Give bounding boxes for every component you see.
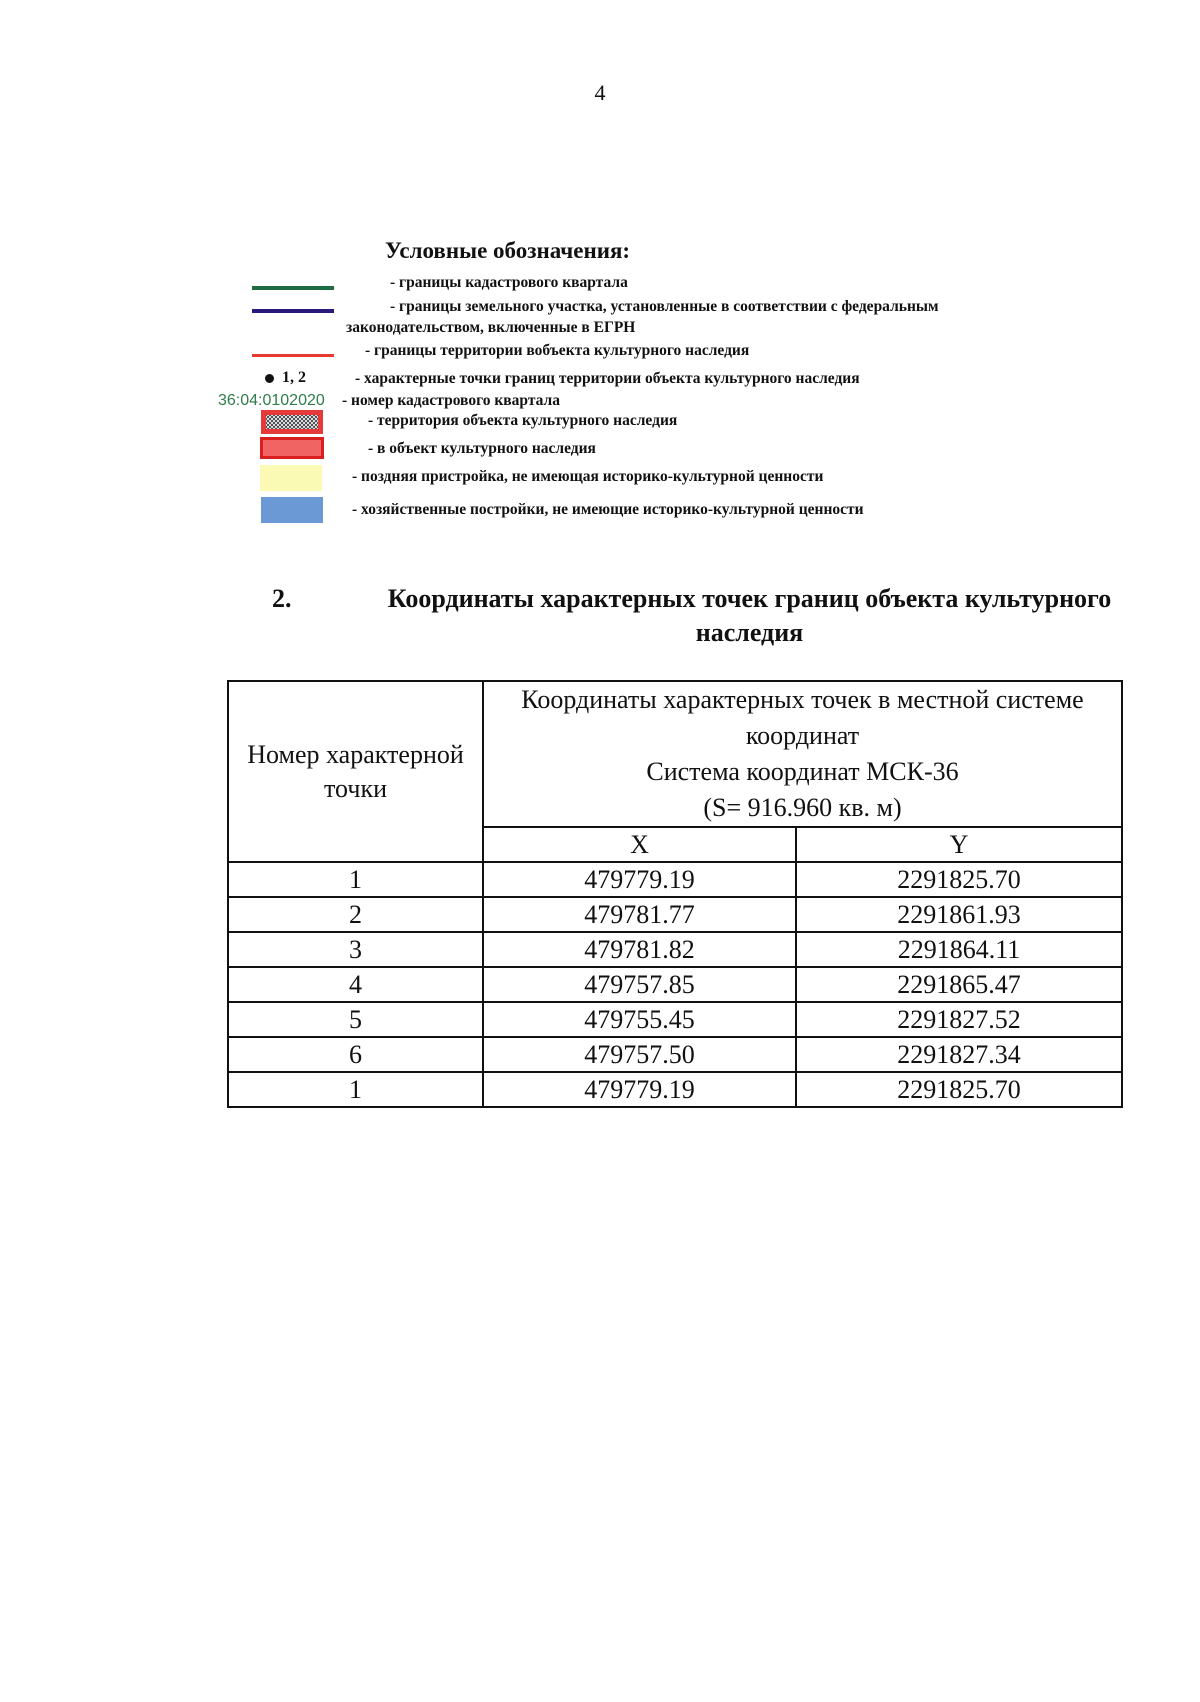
cadastral-quarter-line-icon xyxy=(252,286,334,290)
cell-x: 479779.19 xyxy=(483,1072,796,1107)
cell-point-number: 4 xyxy=(228,967,483,1002)
land-plot-line-icon xyxy=(252,309,334,313)
cell-point-number: 3 xyxy=(228,932,483,967)
cell-point-number: 1 xyxy=(228,1072,483,1107)
cell-x: 479781.77 xyxy=(483,897,796,932)
legend-text-characteristic-points: - характерные точки границ территории объекта культурного наследия xyxy=(355,370,860,387)
section-number: 2. xyxy=(272,584,292,613)
table-header-row xyxy=(228,681,1122,827)
header-coordinates-line-3: (S= 916.960 кв. м) xyxy=(703,793,902,822)
cell-x: 479757.85 xyxy=(483,967,796,1002)
point-marker-icon xyxy=(265,374,274,383)
legend-text-heritage-territory-border: - границы территории вобъекта культурного наследия xyxy=(365,342,750,359)
legend-text-quarter-number: - номер кадастрового квартала xyxy=(342,392,560,409)
hatched-territory-box-icon xyxy=(261,410,323,434)
cell-x: 479779.19 xyxy=(483,862,796,897)
cell-point-number: 1 xyxy=(228,862,483,897)
header-coordinates-line-2: Система координат МСК-36 xyxy=(646,757,959,786)
legend-text-heritage-object: - в объект культурного наследия xyxy=(368,440,596,457)
table-row xyxy=(228,932,1122,967)
section-title: Координаты характерных точек границ объекта культурного наследия xyxy=(387,584,1112,647)
late-annex-box-icon xyxy=(260,465,322,491)
point-marker-labels: 1, 2 xyxy=(282,369,306,386)
table-row xyxy=(228,862,1122,897)
table-row xyxy=(228,897,1122,932)
header-y: Y xyxy=(796,827,1122,862)
table-row xyxy=(228,1072,1122,1107)
legend-text-heritage-territory: - территория объекта культурного наследия xyxy=(368,412,678,429)
cadastral-quarter-code: 36:04:0102020 xyxy=(218,392,325,409)
cell-x: 479755.45 xyxy=(483,1002,796,1037)
heritage-territory-line-icon xyxy=(252,354,334,357)
page-number: 4 xyxy=(594,80,606,105)
cell-point-number: 6 xyxy=(228,1037,483,1072)
header-coordinates xyxy=(483,681,1122,827)
table-row xyxy=(228,1002,1122,1037)
cell-point-number: 2 xyxy=(228,897,483,932)
legend-text-late-annex: - поздняя пристройка, не имеющая историко-культурной ценности xyxy=(352,468,824,485)
legend-title: Условные обозначения: xyxy=(385,238,631,263)
header-x: X xyxy=(483,827,796,862)
cell-x: 479757.50 xyxy=(483,1037,796,1072)
cell-y: 2291865.47 xyxy=(796,967,1122,1002)
table-row xyxy=(228,967,1122,1002)
header-coordinates-line-1: Координаты характерных точек в местной системе координат xyxy=(521,685,1084,750)
legend-text-outbuildings: - хозяйственные постройки, не имеющие историко-культурной ценности xyxy=(352,501,864,518)
cell-y: 2291861.93 xyxy=(796,897,1122,932)
cell-y: 2291827.52 xyxy=(796,1002,1122,1037)
coordinates-table xyxy=(227,680,1123,1108)
cell-y: 2291864.11 xyxy=(796,932,1122,967)
cell-y: 2291825.70 xyxy=(796,862,1122,897)
cell-y: 2291825.70 xyxy=(796,1072,1122,1107)
legend-text-land-plot: - границы земельного участка, установленные в соответствии с федеральным xyxy=(390,298,939,315)
heritage-object-box-icon xyxy=(260,437,324,459)
cell-y: 2291827.34 xyxy=(796,1037,1122,1072)
cell-point-number: 5 xyxy=(228,1002,483,1037)
header-point-number: Номер характерной точки xyxy=(228,681,483,862)
legend-text-cadastral-quarter: - границы кадастрового квартала xyxy=(390,274,628,291)
outbuildings-box-icon xyxy=(261,497,323,523)
cell-x: 479781.82 xyxy=(483,932,796,967)
legend-text-land-plot-cont: законодательством, включенные в ЕГРН xyxy=(346,319,636,336)
table-row xyxy=(228,1037,1122,1072)
